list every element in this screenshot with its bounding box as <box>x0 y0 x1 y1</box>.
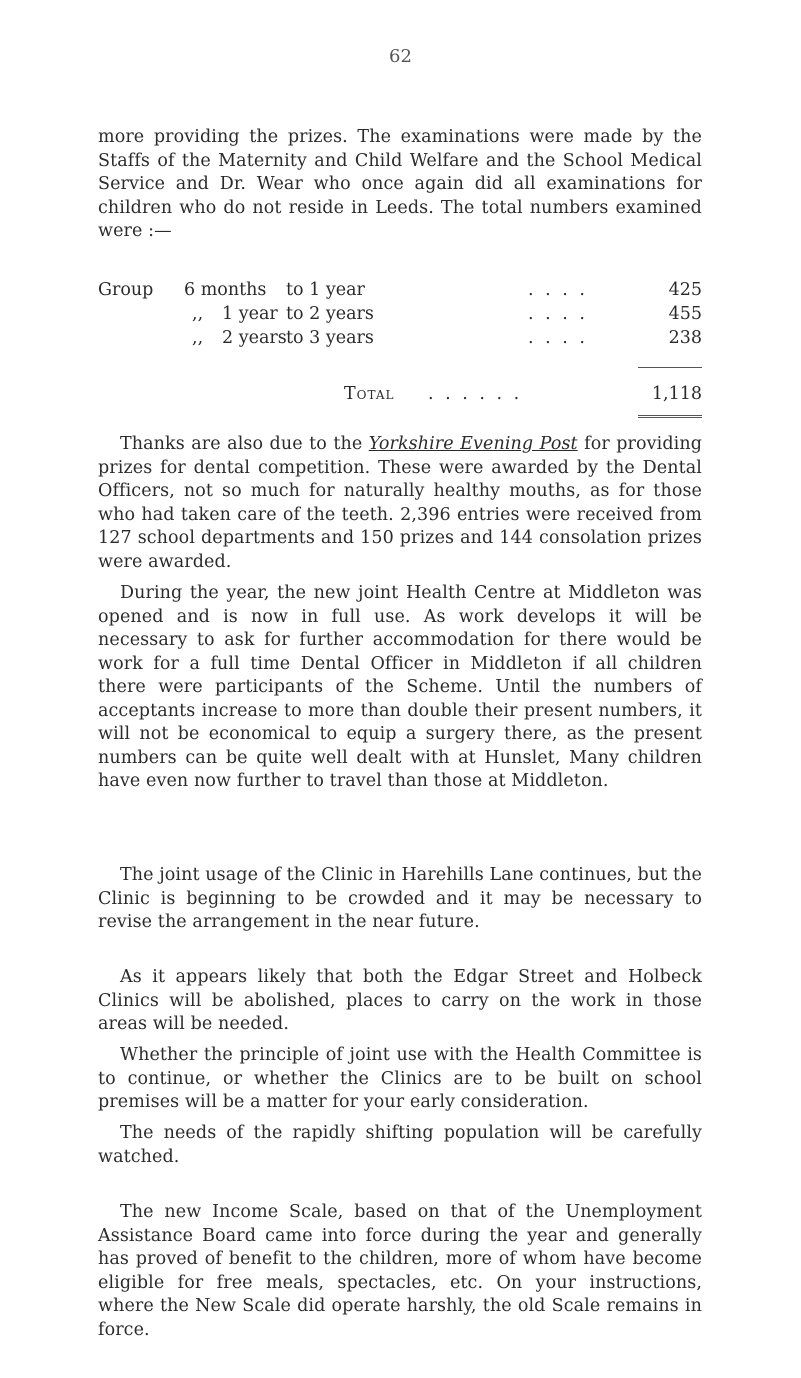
table-row <box>98 304 702 328</box>
clinics-paragraph: As it appears likely that both the Edgar Street and Holbeck Clinics will be abolished, places to carry on the work in those areas will be needed. <box>98 967 702 1034</box>
joint-use-paragraph: Whether the principle of joint use with the Health Committee is to continue, or whether the Clinics are to be built on school premises will be a matter for your early consideration. <box>98 1045 702 1112</box>
age-to: to 3 years <box>286 328 374 348</box>
count-value: 425 <box>668 280 702 300</box>
age-from: 6 months <box>184 280 267 300</box>
income-scale-paragraph: The new Income Scale, based on that of the Unemployment Assistance Board came into force during the year and generally has proved of benefit to the children, more of whom have become eligible for free meals, spectacles, etc. On your instructions, where the New Scale did operate harshly, the old Scale remains in force. <box>98 1202 702 1340</box>
leader-dots: . . . . <box>528 280 588 300</box>
total-value: 1,118 <box>651 384 702 404</box>
age-to: to 2 years <box>286 304 374 324</box>
age-to: to 1 year <box>286 280 365 300</box>
intro-paragraph: more providing the prizes. The examinations were made by the Staffs of the Maternity and Child Welfare and the School Medical Service and Dr. Wear who once again did all examinations for children who do not reside in Leeds. The total numbers examined were :— <box>98 127 702 241</box>
harehills-paragraph: The joint usage of the Clinic in Harehills Lane continues, but the Clinic is beginning to be crowded and it may be necessary to revise the arrangement in the near future. <box>98 865 702 932</box>
table-row <box>98 280 702 304</box>
total-row <box>98 384 702 408</box>
leader-dots: . . . . <box>528 304 588 324</box>
leader-dots: . . . . <box>528 328 588 348</box>
ditto-mark: ,, <box>192 328 204 348</box>
leader-dots: . . . . . . <box>428 384 523 404</box>
age-from: 2 years <box>222 328 287 348</box>
thanks-text-start: Thanks are also due to the <box>120 434 369 454</box>
table-row <box>98 328 702 352</box>
total-label: Total <box>344 384 395 404</box>
ditto-mark: ,, <box>192 304 204 324</box>
newspaper-title: Yorkshire Evening Post <box>368 434 578 454</box>
count-value: 455 <box>668 304 702 324</box>
group-label: Group <box>98 280 154 300</box>
thanks-paragraph <box>98 433 702 574</box>
total-double-rule <box>638 415 702 418</box>
population-paragraph: The needs of the rapidly shifting population will be carefully watched. <box>98 1123 702 1167</box>
page-number: 62 <box>389 46 412 67</box>
examinations-table <box>98 280 702 404</box>
middleton-paragraph: During the year, the new joint Health Centre at Middleton was opened and is now in full use. As work develops it will be necessary to ask for further accommodation for there would be work for a full time Dental Officer in Middleton if all children there were participants of the Scheme. Until the numbers of acceptants increase to more than double their present numbers, it will not be economical to equip a surgery there, as the present numbers can be quite well dealt with at Hunslet, Many children have even now further to travel than those at Middleton. <box>98 583 702 791</box>
age-from: 1 year <box>222 304 278 324</box>
thanks-text-end: for providing prizes for dental competition. These were awarded by the Dental Officers, not so much for naturally healthy mouths, as for those who had taken care of the teeth. 2,396 entries were received from 127 school departments and 150 prizes and 144 consolation prizes were awarded. <box>98 434 703 572</box>
count-value: 238 <box>668 328 702 348</box>
subtotal-rule <box>638 367 702 368</box>
